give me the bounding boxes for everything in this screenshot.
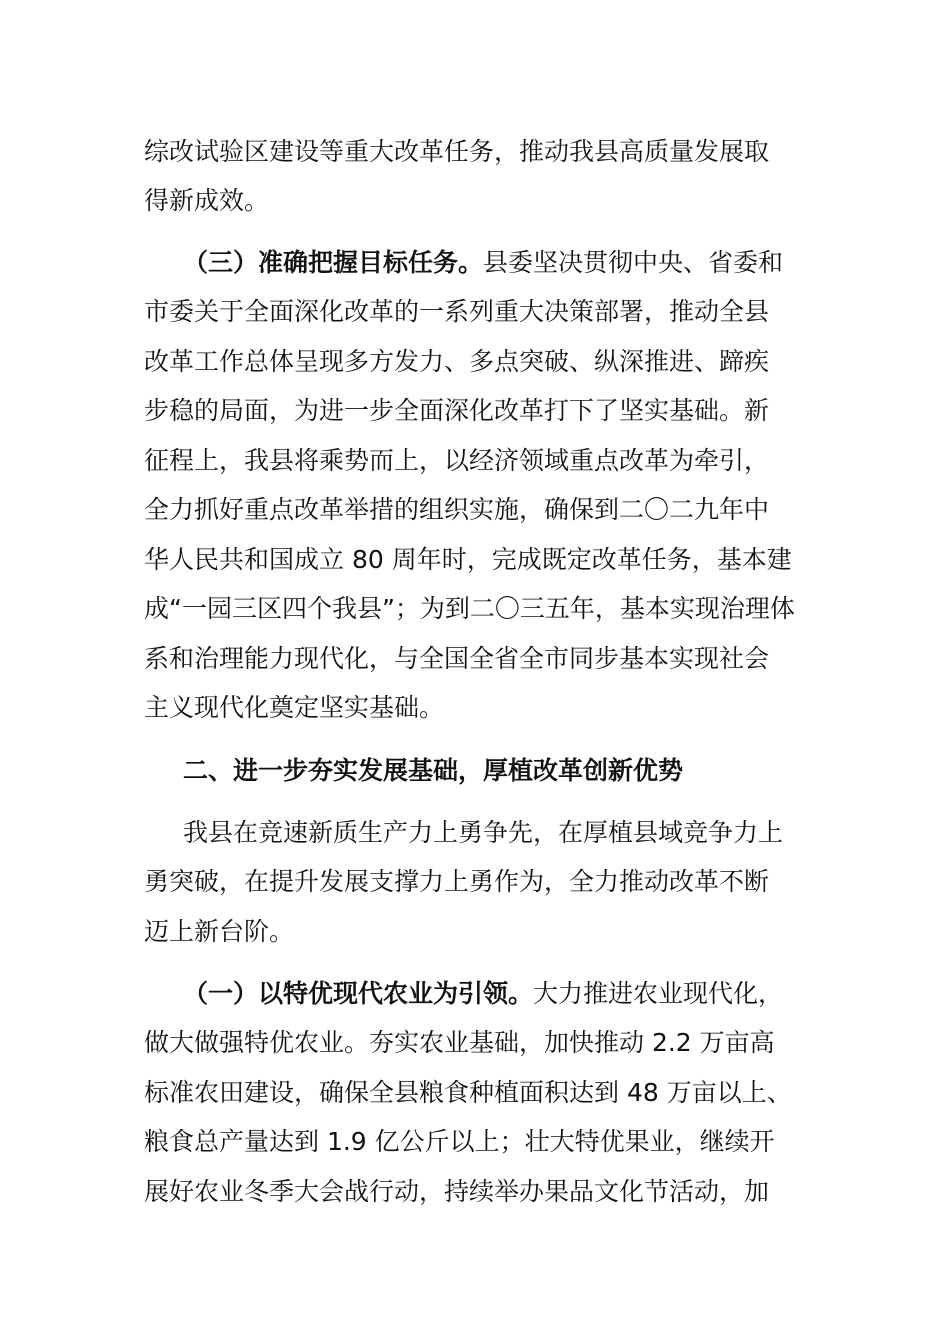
paragraph-line: 市委关于全面深化改革的一系列重大决策部署，推动全县 [144, 297, 770, 326]
paragraph-line: 标准农田建设，确保全县粮食种植面积达到 48 万亩以上、 [144, 1078, 792, 1107]
paragraph-line: 主义现代化奠定坚实基础。 [144, 693, 445, 722]
paragraph-line: 我县在竞速新质生产力上勇争先，在厚植县域竞争力上 [183, 818, 784, 847]
section-heading: （一）以特优现代农业为引领。 [183, 979, 534, 1008]
paragraph-line: 得新成效。 [144, 186, 270, 215]
paragraph-line: 展好农业冬季大会战行动，持续举办果品文化节活动，加 [144, 1177, 770, 1206]
paragraph-line: 华人民共和国成立 80 周年时，完成既定改革任务，基本建 [144, 545, 792, 574]
section-heading: （三）准确把握目标任务。 [183, 248, 484, 277]
paragraph-line: 系和治理能力现代化，与全国全省全市同步基本实现社会 [144, 644, 770, 673]
section-first-line [183, 978, 783, 1010]
section-text: 大力推进农业现代化， [533, 979, 784, 1008]
paragraph-line: 粮食总产量达到 1.9 亿公斤以上；壮大特优果业，继续开 [144, 1127, 775, 1156]
paragraph-line: 全力抓好重点改革举措的组织实施，确保到二〇二九年中 [144, 495, 770, 524]
paragraph-line: 综改试验区建设等重大改革任务，推动我县高质量发展取 [144, 137, 770, 166]
section-text: 县委坚决贯彻中央、省委和 [483, 248, 784, 277]
paragraph-line: 改革工作总体呈现多方发力、多点突破、纵深推进、蹄疾 [144, 347, 770, 376]
paragraph-line: 步稳的局面，为进一步全面深化改革打下了坚实基础。新 [144, 396, 770, 425]
paragraph-line: 做大做强特优农业。夯实农业基础，加快推动 2.2 万亩高 [144, 1028, 775, 1057]
section-first-line [183, 247, 783, 279]
paragraph-line: 迈上新台阶。 [144, 917, 295, 946]
part-heading: 二、进一步夯实发展基础，厚植改革创新优势 [183, 756, 684, 785]
paragraph-line: 成“一园三区四个我县”；为到二〇三五年，基本实现治理体 [144, 594, 795, 623]
paragraph-line: 征程上，我县将乘势而上，以经济领域重点改革为牵引， [144, 446, 770, 475]
paragraph-line: 勇突破，在提升发展支撑力上勇作为，全力推动改革不断 [144, 867, 770, 896]
